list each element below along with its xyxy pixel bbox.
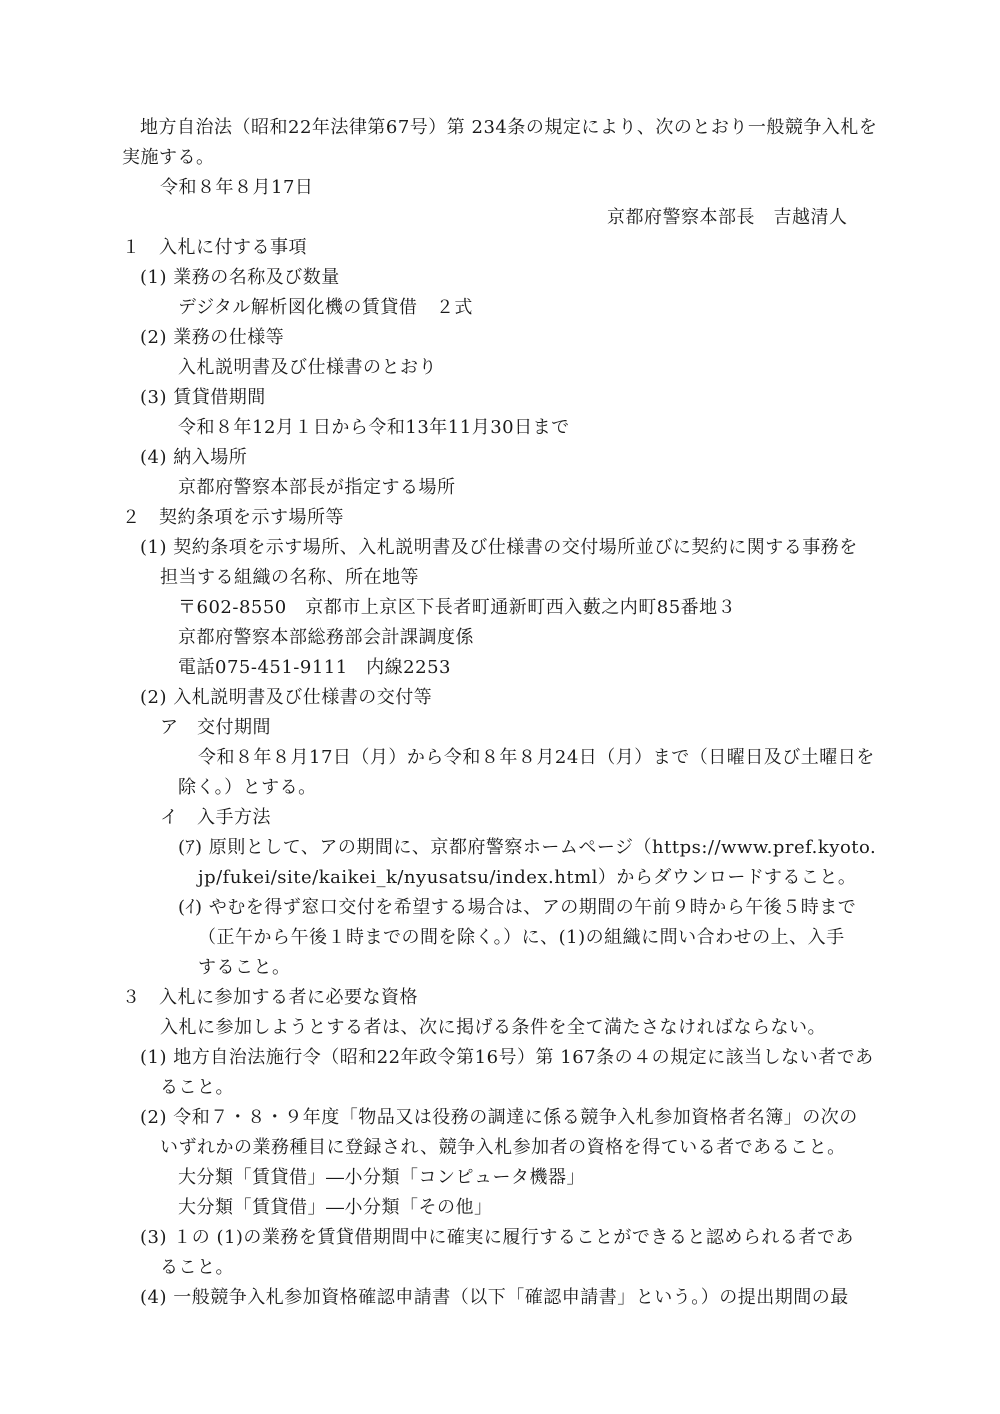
- department-name: 京都府警察本部総務部会計課調度係: [178, 627, 474, 648]
- s3-category-1: 大分類「賃貸借」―小分類「コンピュータ機器」: [178, 1167, 585, 1188]
- s2-sub-b2-line-2: （正午から午後１時までの間を除く。）に、(1)の組織に問い合わせの上、入手: [198, 927, 845, 948]
- phone-number: 電話075-451-9111 内線2253: [178, 657, 451, 678]
- s3-item-4-line-1: (4) 一般競争入札参加資格確認申請書（以下「確認申請書」という。）の提出期間の最: [140, 1287, 849, 1308]
- s1-item-2-value: 入札説明書及び仕様書のとおり: [178, 357, 437, 378]
- s1-item-4-label: (4) 納入場所: [140, 447, 248, 468]
- s1-item-3-value: 令和８年12月１日から令和13年11月30日まで: [178, 417, 570, 438]
- s2-sub-b2-line-3: すること。: [198, 957, 291, 978]
- s2-sub-a-label: ア 交付期間: [160, 717, 271, 738]
- s2-sub-a-line-1: 令和８年８月17日（月）から令和８年８月24日（月）まで（日曜日及び土曜日を: [198, 747, 875, 768]
- s3-category-2: 大分類「賃貸借」―小分類「その他」: [178, 1197, 493, 1218]
- s3-item-2-line-1: (2) 令和７・８・９年度「物品又は役務の調達に係る競争入札参加資格者名簿」の次の: [140, 1107, 858, 1128]
- intro-line-2: 実施する。: [122, 147, 215, 168]
- section-3-heading: ３ 入札に参加する者に必要な資格: [122, 987, 418, 1008]
- s2-item-1-line-1: (1) 契約条項を示す場所、入札説明書及び仕様書の交付場所並びに契約に関する事務を: [140, 537, 858, 558]
- s1-item-2-label: (2) 業務の仕様等: [140, 327, 285, 348]
- section-2-heading: ２ 契約条項を示す場所等: [122, 507, 344, 528]
- s3-item-2-line-2: いずれかの業務種目に登録され、競争入札参加者の資格を得ている者であること。: [160, 1137, 846, 1158]
- s2-sub-b1-line-1: (ｱ) 原則として、アの期間に、京都府警察ホームページ（https://www.pref.kyoto.: [178, 837, 877, 858]
- s3-item-3-line-1: (3) １の (1)の業務を賃貸借期間中に確実に履行することができると認められる者であ: [140, 1227, 854, 1248]
- s2-sub-a-line-2: 除く。）とする。: [178, 777, 317, 798]
- issuer-signature: 京都府警察本部長 吉越清人: [607, 207, 848, 228]
- s2-item-2-label: (2) 入札説明書及び仕様書の交付等: [140, 687, 433, 708]
- section-1-heading: １ 入札に付する事項: [122, 237, 307, 258]
- s2-sub-b2-line-1: (ｲ) やむを得ず窓口交付を希望する場合は、アの期間の午前９時から午後５時まで: [178, 897, 857, 918]
- s3-lead: 入札に参加しようとする者は、次に掲げる条件を全て満たさなければならない。: [160, 1017, 826, 1038]
- s2-sub-b1-line-2: jp/fukei/site/kaikei_k/nyusatsu/index.html）からダウンロードすること。: [198, 867, 857, 888]
- s1-item-1-label: (1) 業務の名称及び数量: [140, 267, 340, 288]
- s3-item-3-line-2: ること。: [160, 1257, 234, 1278]
- s1-item-3-label: (3) 賃貸借期間: [140, 387, 266, 408]
- s1-item-4-value: 京都府警察本部長が指定する場所: [178, 477, 456, 498]
- s1-item-1-value: デジタル解析図化機の賃貸借 ２式: [178, 297, 473, 318]
- intro-line-1: 地方自治法（昭和22年法律第67号）第 234条の規定により、次のとおり一般競争入札を: [140, 117, 878, 138]
- notice-date: 令和８年８月17日: [160, 177, 314, 198]
- s2-item-1-line-2: 担当する組織の名称、所在地等: [160, 567, 419, 588]
- s3-item-1-line-1: (1) 地方自治法施行令（昭和22年政令第16号）第 167条の４の規定に該当しない者であ: [140, 1047, 874, 1068]
- postal-address: 〒602-8550 京都市上京区下長者町通新町西入藪之内町85番地３: [178, 597, 737, 618]
- s2-sub-b-label: イ 入手方法: [160, 807, 271, 828]
- s3-item-1-line-2: ること。: [160, 1077, 234, 1098]
